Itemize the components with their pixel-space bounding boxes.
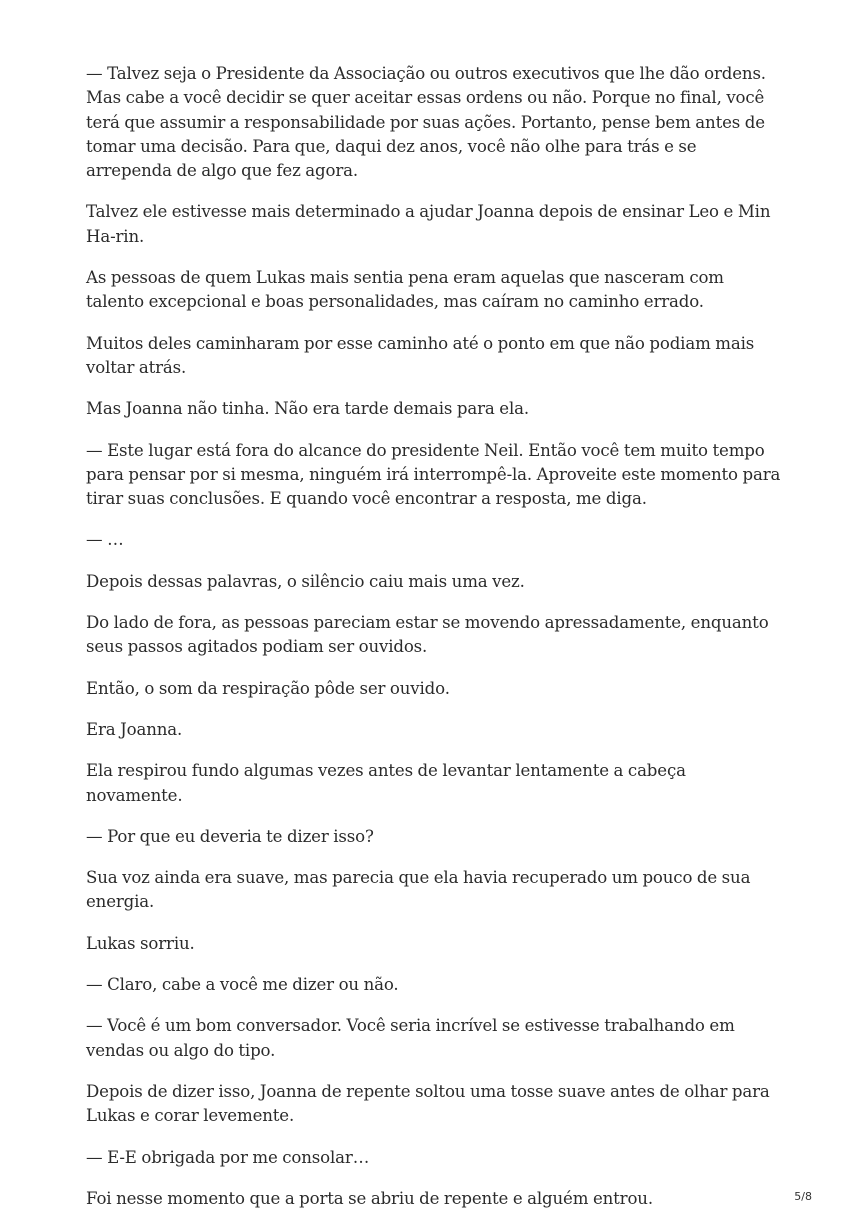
paragraph: Mas Joanna não tinha. Não era tarde demais para ela. bbox=[86, 399, 529, 419]
paragraph: Sua voz ainda era suave, mas parecia que ela havia recuperado um pouco de sua energia. bbox=[86, 868, 751, 912]
paragraph: Muitos deles caminharam por esse caminho até o ponto em que não podiam mais voltar atrás. bbox=[86, 333, 755, 377]
paragraph: Depois de dizer isso, Joanna de repente soltou uma tosse suave antes de olhar para Lukas e corar levemente. bbox=[86, 1081, 770, 1126]
paragraph: Foi nesse momento que a porta se abriu de repente e alguém entrou. bbox=[86, 1188, 653, 1208]
paragraph: — Claro, cabe a você me dizer ou não. bbox=[86, 975, 399, 995]
paragraph: Do lado de fora, as pessoas pareciam estar se movendo apressadamente, enquanto seus passos agitados podiam ser ouvidos. bbox=[86, 613, 769, 657]
page-number: 5/8 bbox=[794, 1190, 812, 1203]
paragraph: — Talvez seja o Presidente da Associação ou outros executivos que lhe dão ordens. Mas cabe a você decidir se quer aceitar essas ordens ou não. Porque no final, você terá que assumir a responsabilidade por suas ações. Portanto, pense bem antes de tomar uma decisão. Para que, daqui dez anos, você não olhe para trás e se arrependa de algo que fez agora. bbox=[86, 64, 766, 181]
paragraph: Ela respirou fundo algumas vezes antes de levantar lentamente a cabeça novamente. bbox=[86, 761, 686, 805]
paragraph: — Você é um bom conversador. Você seria incrível se estivesse trabalhando em vendas ou algo do tipo. bbox=[86, 1016, 735, 1060]
paragraph: Era Joanna. bbox=[86, 719, 183, 739]
paragraph: — Este lugar está fora do alcance do presidente Neil. Então você tem muito tempo para pensar por si mesma, ninguém irá interrompê-la. Aproveite este momento para tirar suas conclusões. E quando você encontrar a resposta, me diga. bbox=[86, 440, 781, 509]
paragraph: Então, o som da respiração pôde ser ouvido. bbox=[86, 678, 450, 698]
document-body bbox=[86, 62, 786, 1228]
paragraph: Lukas sorriu. bbox=[86, 933, 195, 953]
paragraph: — E-E obrigada por me consolar… bbox=[86, 1147, 370, 1167]
paragraph: — Por que eu deveria te dizer isso? bbox=[86, 826, 374, 846]
paragraph: — … bbox=[86, 530, 124, 550]
paragraph: Depois dessas palavras, o silêncio caiu mais uma vez. bbox=[86, 571, 525, 591]
paragraph: As pessoas de quem Lukas mais sentia pena eram aquelas que nasceram com talento excepcional e boas personalidades, mas caíram no caminho errado. bbox=[86, 268, 724, 312]
paragraph: Talvez ele estivesse mais determinado a ajudar Joanna depois de ensinar Leo e Min Ha-rin. bbox=[86, 202, 771, 246]
